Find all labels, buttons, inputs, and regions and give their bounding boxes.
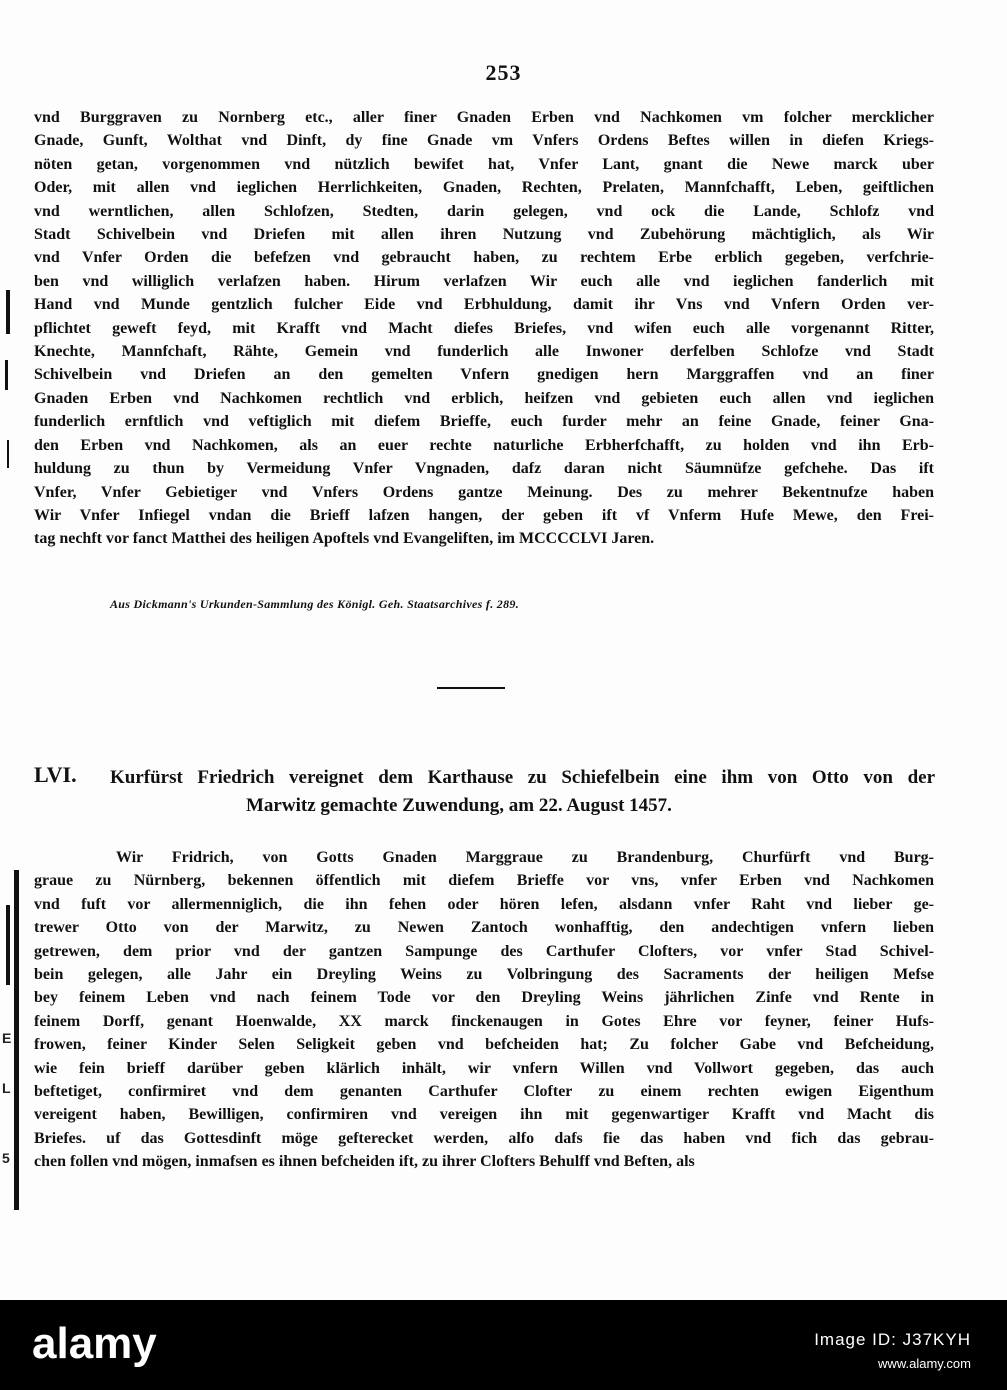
svg-text:alamy: alamy: [32, 1319, 157, 1368]
scan-margin-mark: [14, 870, 19, 1210]
section-divider: [437, 687, 505, 689]
text-line: den Erben vnd Nachkomen, als an euer rechte naturliche Erbherfchafft, zu holden vnd ihn Erb-: [34, 436, 934, 454]
text-line: graue zu Nürnberg, bekennen öffentlich mit diefem Brieffe vor vns, vnfer Erben vnd Nachkomen: [34, 872, 934, 890]
text-line: Gnade, Gunft, Wolthat vnd Dinft, dy fine Gnade vm Vnfers Ordens Beftes willen in diefen Kriegs-: [34, 132, 934, 150]
text-line: Schivelbein vnd Driefen an den gemelten Vnfern gnedigen hern Marggraffen vnd an finer: [34, 366, 934, 384]
text-line: feinem Dorff, genant Hoenwalde, XX marck finckenaugen in Gotes Ehre vor feyner, feiner Hufs-: [34, 1012, 934, 1030]
scan-margin-mark: [5, 360, 8, 390]
text-line: ben vnd williglich verlafzen haben. Hirum verlafzen Wir euch alle vnd ieglichen fanderlich mit: [34, 272, 934, 290]
alamy-logo: [32, 1318, 232, 1370]
section-number: LVI.: [34, 762, 77, 787]
text-line: Briefes. uf das Gottesdinft möge gefterecket werden, alfo dafs fie das haben vnd fich das gebrau-: [34, 1129, 934, 1147]
text-line: frowen, feiner Kinder Selen Seligkeit geben vnd befcheiden hat; Zu folcher Gabe vnd Befcheidung,: [34, 1036, 934, 1054]
scan-margin-mark: [6, 290, 10, 334]
source-citation: Aus Dickmann's Urkunden-Sammlung des Königl. Geh. Staatsarchives f. 289.: [110, 597, 520, 611]
scan-margin-glyph: 5: [2, 1150, 10, 1166]
text-line: Vnfer, Vnfer Gebietiger vnd Vnfers Ordens gantze Meinung. Des zu mehrer Bekentnufze haben: [34, 483, 934, 501]
paragraph-document: [34, 846, 934, 1174]
text-line: bey feinem Leben vnd nach feinem Tode vor den Dreyling Weins jährlichen Zinfe vnd Rente in: [34, 989, 934, 1007]
text-line: tag nechft vor fanct Matthei des heiligen Apoftels vnd Evangeliften, im MCCCCLVI Jaren.: [34, 530, 655, 548]
text-line: funderlich ernftlich vnd veftiglich mit diefem Brieffe, euch furder mehr an feine Gnade, feiner Gna-: [34, 413, 934, 431]
text-line: nöten getan, vorgenommen vnd nützlich bewifet hat, Vnfer Lant, gnant die Newe marck uber: [34, 155, 934, 173]
text-line: Hand vnd Munde gentzlich fulcher Eide vnd Erbhuldung, damit ihr Vns vnd Vnfern Orden ver-: [34, 296, 934, 314]
text-line: Wir Vnfer Infiegel vndan die Brieff lafzen hangen, der geben ift vf Vnferm Hufe Mewe, den Frei-: [34, 506, 934, 524]
page-number: 253: [485, 60, 522, 85]
scan-margin-mark: [6, 905, 10, 985]
image-id: Image ID: J37KYH: [814, 1330, 971, 1349]
watermark-footer: [0, 1300, 1007, 1390]
text-line: vnd fuft vor allermenniglich, die ihn fehen oder hören lefen, alsdann vnfer Raht vnd lieber ge-: [34, 895, 934, 913]
text-line: getrewen, dem prior vnd der gantzen Sampunge des Carthufer Clofters, vor vnfer Stad Schivel-: [34, 942, 934, 960]
heading-line: Kurfürst Friedrich vereignet dem Karthause zu Schiefelbein eine ihm von Otto von der: [110, 767, 935, 788]
text-line: bein gelegen, alle Jahr ein Dreyling Weins zu Volbringung des Sacraments der heiligen Mefse: [34, 966, 934, 984]
text-line: chen follen vnd mögen, inmafsen es ihnen befcheiden ift, zu ihrer Clofters Behulff vnd Beften, als: [34, 1153, 695, 1171]
paragraph-continuation: [34, 106, 934, 551]
text-line: Knechte, Mannfchaft, Rähte, Gemein vnd funderlich alle Inwoner derfelben Schlofze vnd Stadt: [34, 343, 934, 361]
text-line: Wir Fridrich, von Gotts Gnaden Marggraue zu Brandenburg, Churfürft vnd Burg-: [116, 849, 934, 866]
text-line: vnd werntlichen, allen Schlofzen, Stedten, darin gelegen, vnd ock die Lande, Schlofz vnd: [34, 202, 934, 220]
scan-margin-mark: [7, 440, 9, 468]
text-line: Gnaden Erben vnd Nachkomen rechtlich vnd erblich, heifzen vnd gebieten euch allen vnd ieglichen: [34, 389, 934, 407]
text-line: huldung zu thun by Vermeidung Vnfer Vngnaden, dafz daran nicht Säumnüfze gefchehe. Das ift: [34, 460, 934, 478]
text-line: vnd Vnfer Orden die befefzen vnd gebraucht haben, zu rechtem Erbe erblich gegeben, verfchrie-: [34, 249, 934, 267]
text-line: trewer Otto von der Marwitz, zu Newen Zantoch wonhafftig, den andechtigen vnfern lieben: [34, 919, 934, 937]
text-line: Stadt Schivelbein vnd Driefen mit allen ihren Nutzung vnd Zubehörung mächtiglich, als Wir: [34, 226, 934, 244]
heading-line: Marwitz gemachte Zuwendung, am 22. August 1457.: [246, 795, 672, 816]
site-url: www.alamy.com: [878, 1356, 971, 1371]
text-line: beftetiget, confirmiret vnd dem genanten Carthufer Clofter zu einem rechten ewigen Eigenthum: [34, 1083, 934, 1101]
section-heading: [110, 764, 935, 820]
scan-margin-glyph: E: [2, 1030, 12, 1046]
text-line: wie fein brieff darüber geben klärlich inhält, wir vnfern Willen vnd Vollwort gegeben, das auch: [34, 1059, 934, 1077]
scan-margin-glyph: L: [2, 1080, 11, 1096]
text-line: pflichtet geweft feyd, mit Krafft vnd Macht diefes Briefes, vnd wifen euch alle vorgenannt Ritter,: [34, 319, 934, 337]
text-line: vereigent haben, Bewilligen, confirmiren vnd vereigen ihn mit gegenwartiger Krafft vnd Macht dis: [34, 1106, 934, 1124]
text-line: vnd Burggraven zu Nornberg etc., aller finer Gnaden Erben vnd Nachkomen vm folcher mercklicher: [34, 109, 934, 126]
text-line: Oder, mit allen vnd ieglichen Herrlichkeiten, Gnaden, Rechten, Prelaten, Mannfchafft, Leben, geiftlichen: [34, 179, 934, 197]
